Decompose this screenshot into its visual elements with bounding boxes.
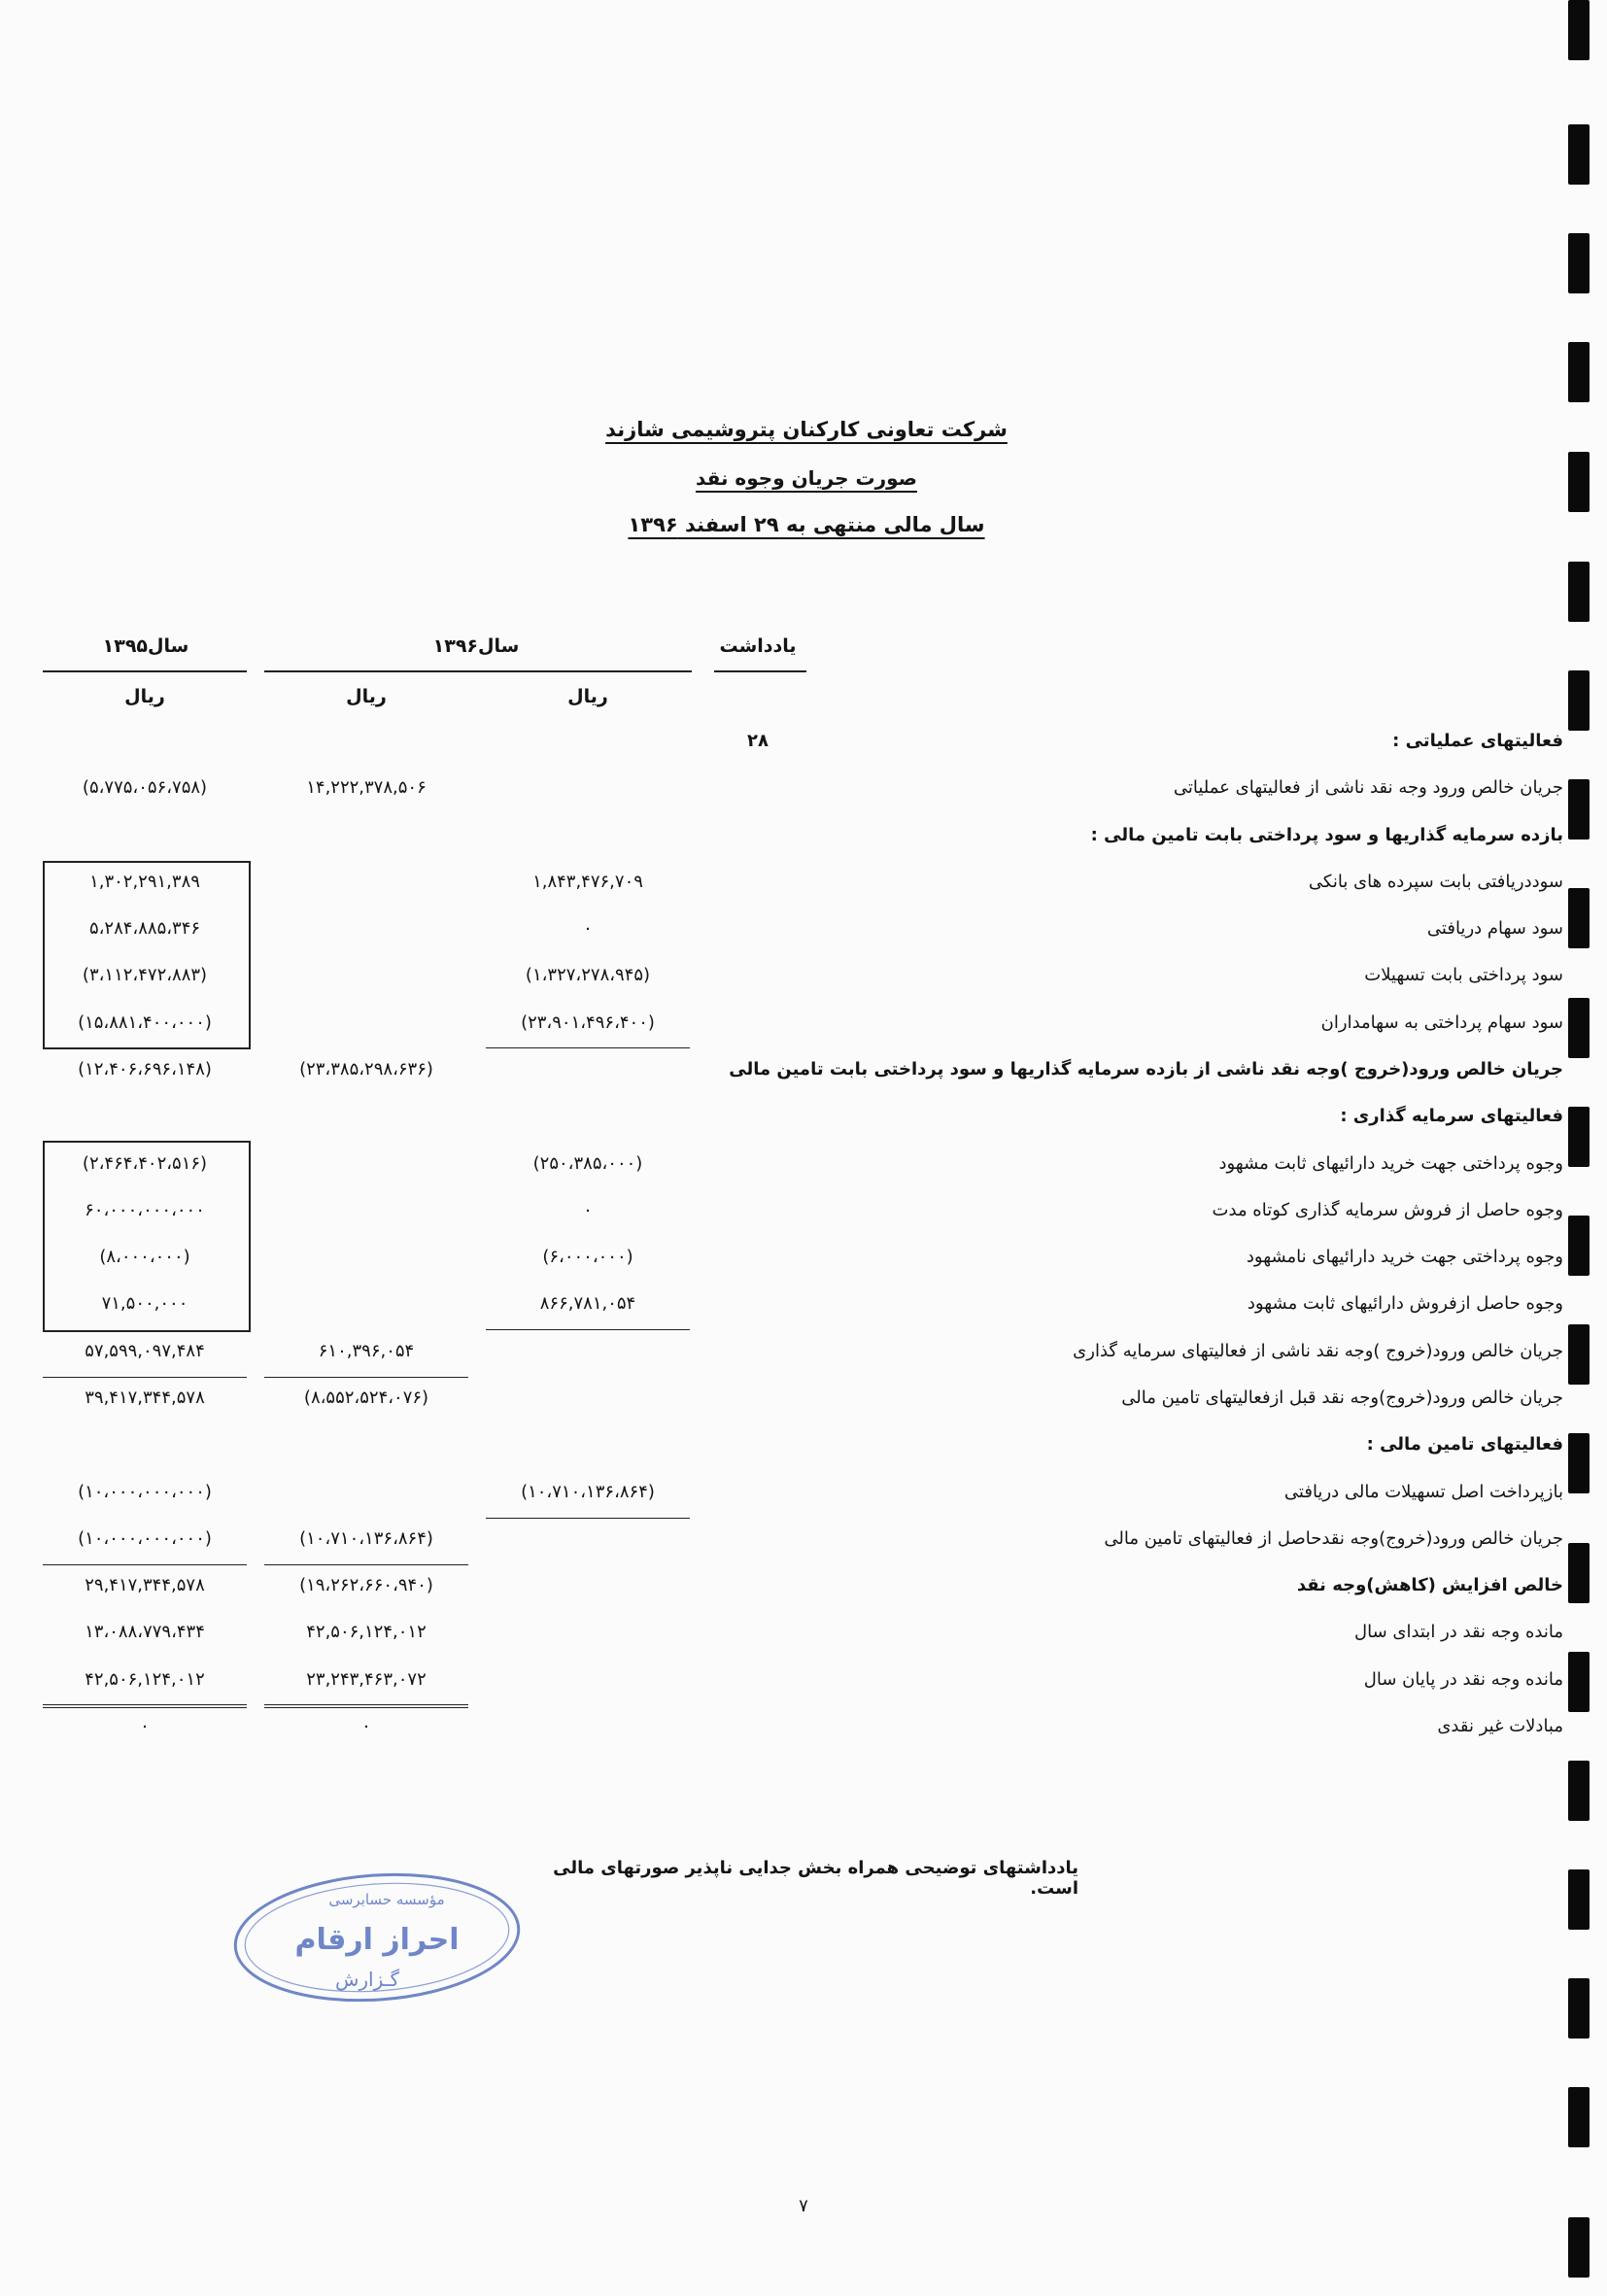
binding-mark xyxy=(1568,342,1590,402)
page-number: ۷ xyxy=(799,2196,808,2216)
binding-mark xyxy=(1568,670,1590,731)
grand-total-rule xyxy=(43,1704,247,1708)
stamp-line-2: احراز ارقام xyxy=(294,1923,460,1957)
amount-1395: ۰ xyxy=(140,1716,150,1736)
binding-mark xyxy=(1568,1761,1590,1821)
row-label: وجوه حاصل ازفروش دارائیهای ثابت مشهود xyxy=(1247,1293,1563,1314)
row-label: فعالیتهای تامین مالی : xyxy=(1366,1434,1563,1455)
year-current-header: سال۱۳۹۶ xyxy=(432,635,520,657)
statement-title: صورت جریان وجوه نقد xyxy=(696,466,917,490)
amount-1395: ۴۲,۵۰۶,۱۲۴,۰۱۲ xyxy=(85,1669,205,1690)
binding-mark xyxy=(1568,1978,1590,2039)
amount-1396-detail: ۱,۸۴۳,۴۷۶,۷۰۹ xyxy=(532,872,643,892)
grand-total-rule xyxy=(264,1704,468,1708)
footnote: یادداشتهای توضیحی همراه بخش جدایی ناپذیر صورتهای مالی است. xyxy=(553,1858,1078,1899)
currency-label-prior: ریال xyxy=(124,686,165,707)
binding-mark xyxy=(1568,1324,1590,1385)
total-rule xyxy=(264,1377,468,1378)
amount-1395: ۷۱,۵۰۰,۰۰۰ xyxy=(101,1293,188,1314)
binding-mark xyxy=(1568,124,1590,185)
binding-mark xyxy=(1568,2087,1590,2147)
amount-1395: (۱۰،۰۰۰،۰۰۰،۰۰۰) xyxy=(78,1528,212,1549)
row-label: جریان خالص ورود(خروج )وجه نقد ناشی از فعالیتهای سرمایه گذاری xyxy=(1073,1341,1563,1361)
amount-1396-total: (۸،۵۵۲،۵۲۴،۰۷۶) xyxy=(303,1388,429,1408)
binding-mark xyxy=(1568,562,1590,622)
year-prior-header-rule xyxy=(43,670,247,672)
row-label: جریان خالص ورود(خروج )وجه نقد ناشی از بازده سرمایه گذاریها و سود پرداختی بابت تامین مالی xyxy=(729,1059,1563,1079)
amount-1395: ۶۰،۰۰۰،۰۰۰،۰۰۰ xyxy=(85,1200,205,1220)
binding-mark xyxy=(1568,888,1590,948)
stamp-line-1: مؤسسه حسابرسی xyxy=(328,1891,445,1908)
note-column-header: یادداشت xyxy=(719,635,797,657)
binding-mark xyxy=(1568,452,1590,512)
row-label: بازده سرمایه گذاریها و سود پرداختی بابت تامین مالی : xyxy=(1090,825,1563,845)
row-label: مانده وجه نقد در ابتدای سال xyxy=(1354,1622,1563,1642)
binding-mark xyxy=(1568,1107,1590,1167)
row-label: خالص افزایش (کاهش)وجه نقد xyxy=(1296,1575,1563,1595)
amount-1396-total: ۴۲,۵۰۶,۱۲۴,۰۱۲ xyxy=(306,1622,427,1642)
audit-firm-stamp xyxy=(231,1868,523,2004)
year-prior-header: سال۱۳۹۵ xyxy=(102,635,189,657)
amount-1396-total: ۲۳,۲۴۳,۴۶۳,۰۷۲ xyxy=(306,1669,427,1690)
row-label: جریان خالص ورود وجه نقد ناشی از فعالیتهای عملیاتی xyxy=(1173,777,1563,798)
binding-mark xyxy=(1568,1543,1590,1603)
binding-mark xyxy=(1568,779,1590,840)
row-label: وجوه حاصل از فروش سرمایه گذاری کوتاه مدت xyxy=(1212,1200,1563,1220)
stamp-line-3: گـزارش xyxy=(334,1968,400,1991)
binding-mark xyxy=(1568,2217,1590,2278)
binding-mark xyxy=(1568,1652,1590,1712)
amount-1396-detail: (۱۰،۷۱۰،۱۳۶،۸۶۴) xyxy=(521,1482,655,1502)
binding-mark xyxy=(1568,0,1590,60)
total-rule xyxy=(43,1564,247,1565)
binding-mark xyxy=(1568,1433,1590,1493)
amount-1395: ۵،۲۸۴،۸۸۵،۳۴۶ xyxy=(88,918,201,939)
company-name: شرکت تعاونی کارکنان پتروشیمی شازند xyxy=(605,418,1008,441)
amount-1395: (۱۵،۸۸۱،۴۰۰،۰۰۰) xyxy=(78,1012,212,1033)
row-label: سود سهام پرداختی به سهامداران xyxy=(1320,1012,1563,1033)
binding-edge-marks xyxy=(1568,0,1593,2296)
amount-1396-detail: (۲۵۰،۳۸۵،۰۰۰) xyxy=(532,1153,643,1174)
amount-1395: (۲،۴۶۴،۴۰۲،۵۱۶) xyxy=(82,1153,208,1174)
amount-1395: (۸،۰۰۰،۰۰۰) xyxy=(99,1247,190,1267)
row-label: فعالیتهای سرمایه گذاری : xyxy=(1340,1106,1563,1126)
row-label: فعالیتهای عملیاتی : xyxy=(1392,731,1563,751)
amount-1396-detail: ۸۶۶,۷۸۱,۰۵۴ xyxy=(539,1293,636,1314)
subtotal-rule xyxy=(486,1329,690,1330)
row-label: بازپرداخت اصل تسهیلات مالی دریافتی xyxy=(1283,1482,1563,1502)
amount-1395: (۱۰،۰۰۰،۰۰۰،۰۰۰) xyxy=(78,1482,212,1502)
total-rule xyxy=(264,1564,468,1565)
amount-1396-detail: (۶،۰۰۰،۰۰۰) xyxy=(542,1247,633,1267)
row-label: وجوه پرداختی جهت خرید دارائیهای نامشهود xyxy=(1246,1247,1563,1267)
amount-1396-total: ۱۴,۲۲۲,۳۷۸,۵۰۶ xyxy=(306,777,427,798)
amount-1395: ۵۷,۵۹۹,۰۹۷,۴۸۴ xyxy=(85,1341,205,1361)
amount-1396-total: (۱۰،۷۱۰،۱۳۶،۸۶۴) xyxy=(299,1528,433,1549)
binding-mark xyxy=(1568,1869,1590,1930)
row-label: مبادلات غیر نقدی xyxy=(1437,1716,1563,1736)
amount-1395: ۳۹,۴۱۷,۳۴۴,۵۷۸ xyxy=(85,1388,205,1408)
amount-1396-total: ۰ xyxy=(361,1716,371,1736)
row-label: جریان خالص ورود(خروج)وجه نقدحاصل از فعالیتهای تامین مالی xyxy=(1104,1528,1563,1549)
currency-label-current-total: ریال xyxy=(346,686,387,707)
row-label: جریان خالص ورود(خروج)وجه نقد قبل ازفعالیتهای تامین مالی xyxy=(1121,1388,1563,1408)
currency-label-current-detail: ریال xyxy=(567,686,608,707)
binding-mark xyxy=(1568,233,1590,293)
amount-1396-detail: (۲۳،۹۰۱،۴۹۶،۴۰۰) xyxy=(521,1012,655,1033)
row-label: سوددریافتی بابت سپرده های بانکی xyxy=(1308,872,1563,892)
period-title: سال مالی منتهی به ۲۹ اسفند ۱۳۹۶ xyxy=(628,513,985,536)
amount-1396-detail: ۰ xyxy=(583,1200,593,1220)
amount-1395: ۱۳،۰۸۸،۷۷۹،۴۳۴ xyxy=(85,1622,205,1642)
amount-1396-detail: ۰ xyxy=(583,918,593,939)
row-label: وجوه پرداختی جهت خرید دارائیهای ثابت مشهود xyxy=(1218,1153,1563,1174)
amount-1395: ۱,۳۰۲,۲۹۱,۳۸۹ xyxy=(89,872,200,892)
binding-mark xyxy=(1568,1216,1590,1276)
binding-mark xyxy=(1568,998,1590,1058)
row-label: سود سهام دریافتی xyxy=(1426,918,1563,939)
total-rule xyxy=(43,1377,247,1378)
note-number: ۲۸ xyxy=(747,731,769,751)
amount-1396-total: ۶۱۰,۳۹۶,۰۵۴ xyxy=(318,1341,415,1361)
note-header-rule xyxy=(714,670,806,672)
amount-1396-total: (۱۹،۲۶۲،۶۶۰،۹۴۰) xyxy=(299,1575,433,1595)
row-label: مانده وجه نقد در پایان سال xyxy=(1363,1669,1563,1690)
amount-1395: ۲۹,۴۱۷,۳۴۴,۵۷۸ xyxy=(85,1575,205,1595)
amount-1396-total: (۲۳،۳۸۵،۲۹۸،۶۳۶) xyxy=(299,1059,433,1079)
amount-1395: (۳،۱۱۲،۴۷۲،۸۸۳) xyxy=(82,965,208,985)
row-label: سود پرداختی بابت تسهیلات xyxy=(1364,965,1563,985)
subtotal-rule xyxy=(486,1518,690,1519)
amount-1395: (۵،۷۷۵،۰۵۶،۷۵۸) xyxy=(82,777,208,798)
subtotal-rule xyxy=(486,1047,690,1048)
amount-1395: (۱۲،۴۰۶،۶۹۶،۱۴۸) xyxy=(78,1059,212,1079)
amount-1396-detail: (۱،۳۲۷،۲۷۸،۹۴۵) xyxy=(525,965,651,985)
year-current-header-rule xyxy=(264,670,692,672)
